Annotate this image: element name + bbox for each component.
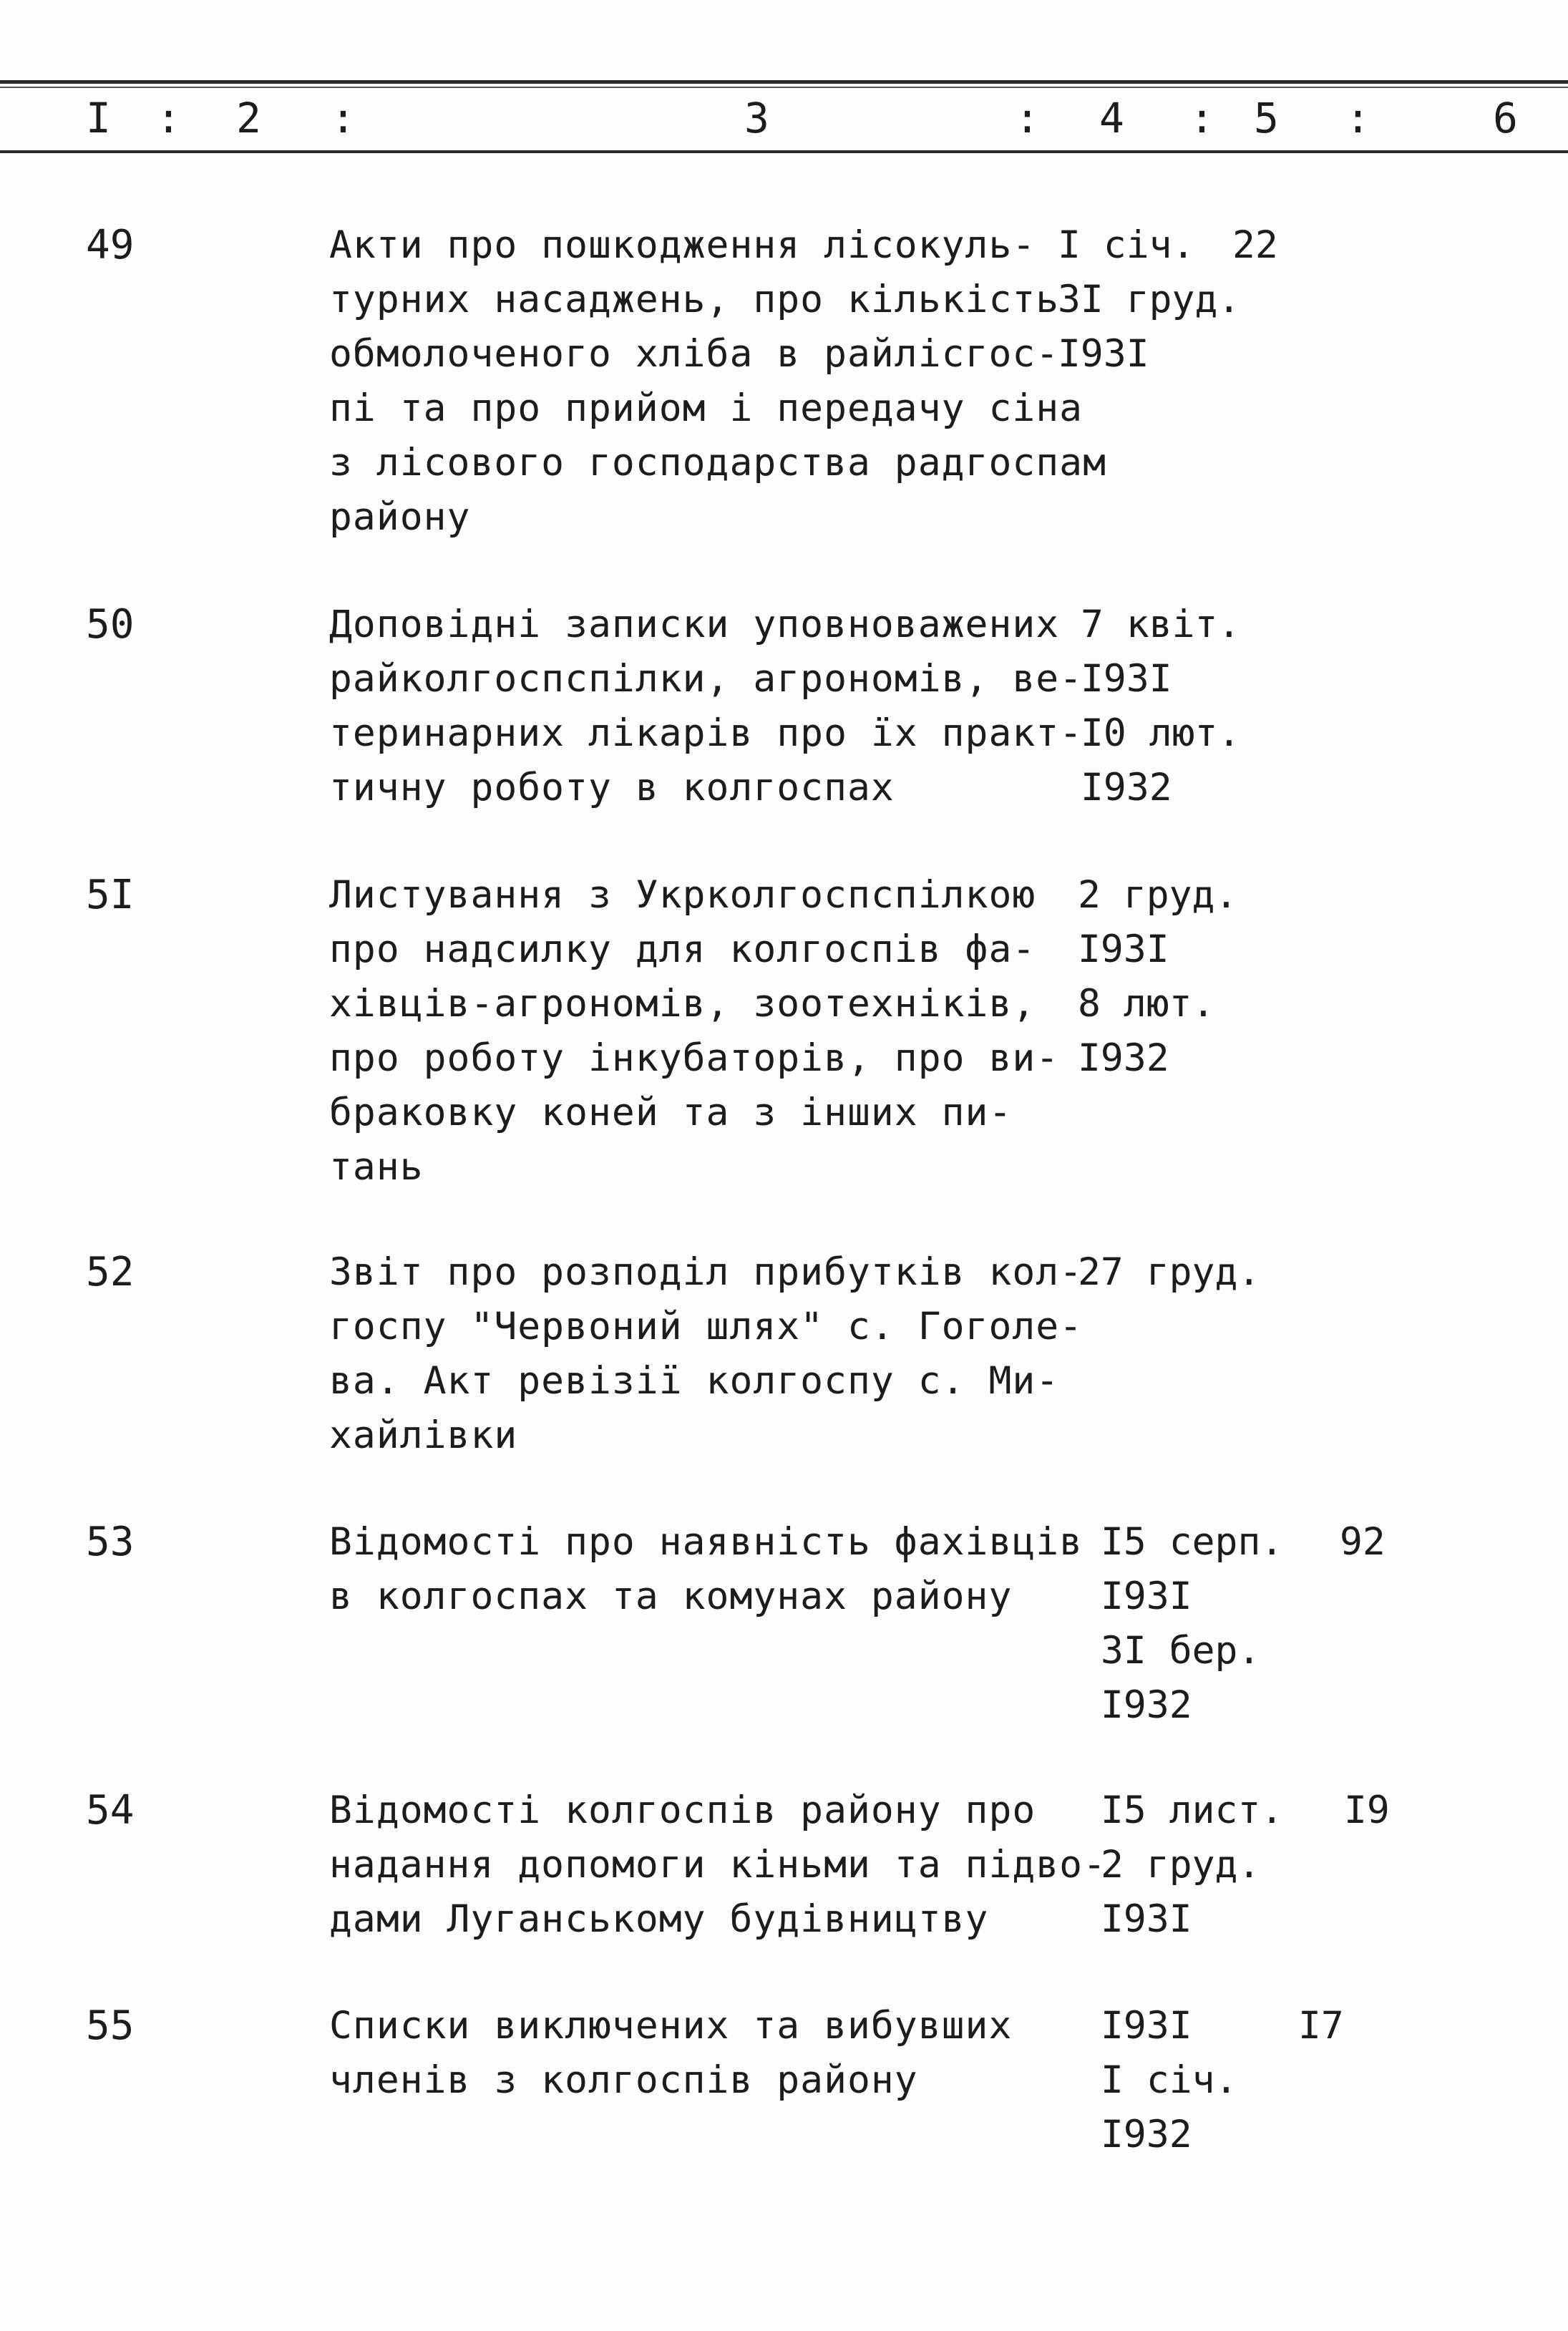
column-separator: :	[1189, 94, 1214, 142]
row-description: Акти про пошкодження лісокуль- турних насаджень, про кількість обмолоченого хліба в райлісгос- пі та про прийом і передачу сіна з лісового господарства радгоспам району	[329, 223, 1106, 539]
column-separator: :	[1345, 94, 1370, 142]
row-dates: I січ. 3I груд. I93I	[1058, 223, 1241, 376]
column-header-6: 6	[1493, 94, 1518, 142]
row-pages: 22	[1232, 223, 1278, 267]
row-description: Доповідні записки уповноважених райколгоспспілки, агрономів, ве- теринарних лікарів про їх практ- тичну роботу в колгоспах	[329, 603, 1084, 809]
column-header-1: I	[86, 94, 111, 142]
row-dates: I5 лист. 2 груд. I93I	[1101, 1789, 1284, 1941]
column-separator: :	[331, 94, 356, 142]
row-dates: 2 груд. I93I 8 лют. I932	[1078, 873, 1238, 1080]
row-description: Відомості колгоспів району про надання допомоги кіньми та підво- дами Луганському будівництву	[329, 1789, 1106, 1941]
row-pages: I9	[1344, 1789, 1390, 1832]
row-description: Звіт про розподіл прибутків кол- госпу "Червоний шлях" с. Гоголе- ва. Акт ревізії колгоспу с. Ми- хайлівки	[329, 1250, 1084, 1457]
row-pages: 92	[1340, 1520, 1386, 1564]
row-dates: I93I I січ. I932	[1101, 2004, 1238, 2156]
row-number: 5I	[86, 872, 135, 918]
header-bottom-rule	[0, 150, 1568, 153]
row-number: 55	[86, 2002, 135, 2049]
row-number: 53	[86, 1519, 135, 1565]
row-number: 54	[86, 1787, 135, 1834]
row-description: Відомості про наявність фахівців в колгоспах та комунах району	[329, 1520, 1084, 1618]
column-separator: :	[156, 94, 181, 142]
row-description: Листування з Укрколгоспспілкою про надсилку для колгоспів фа- хівців-агрономів, зоотехніків, про роботу інкубаторів, про ви- браковку коней та з інших пи- тань	[329, 873, 1060, 1189]
row-dates: I5 серп. I93I 3I бер. I932	[1101, 1520, 1284, 1727]
row-dates: 7 квіт. I93I I0 лют. I932	[1081, 603, 1241, 809]
column-header-5: 5	[1254, 94, 1279, 142]
row-description: Списки виключених та вибувших членів з колгоспів району	[329, 2004, 1013, 2102]
header-top-rule-thin	[0, 87, 1568, 88]
row-number: 52	[86, 1249, 135, 1295]
row-number: 49	[86, 222, 135, 268]
header-top-rule	[0, 80, 1568, 84]
column-separator: :	[1015, 94, 1040, 142]
row-dates: 27 груд.	[1078, 1250, 1261, 1294]
row-pages: I7	[1298, 2004, 1344, 2048]
row-number: 50	[86, 601, 135, 648]
column-header-4: 4	[1099, 94, 1124, 142]
column-header-3: 3	[744, 94, 769, 142]
column-header-2: 2	[236, 94, 261, 142]
